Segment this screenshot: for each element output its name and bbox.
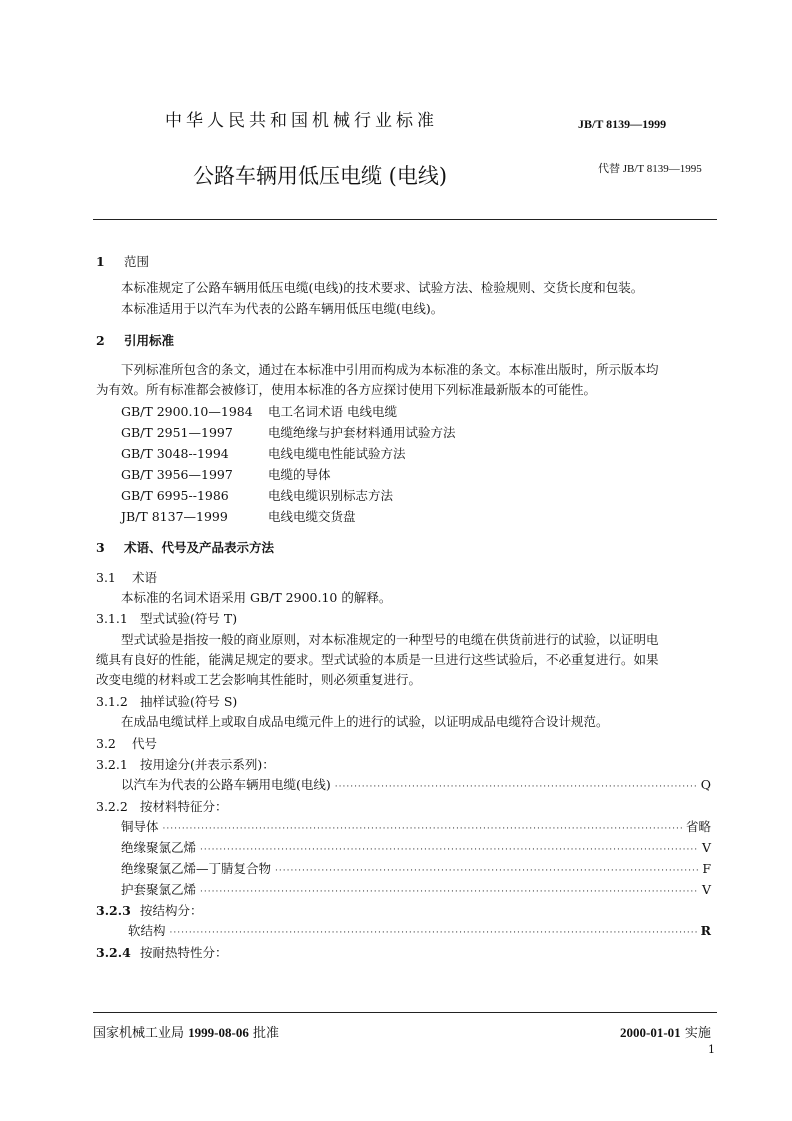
code-row-code: V (701, 840, 711, 855)
section-3-1-2-heading: 抽样试验(符号 S) (140, 694, 238, 709)
section-2-heading: 引用标准 (124, 333, 175, 348)
section-3-1-heading: 术语 (132, 570, 158, 585)
standard-category: 中华人民共和国机械行业标准 (165, 111, 438, 131)
section-2-paragraph-line-1: 下列标准所包含的条文，通过在本标准中引用而构成为本标准的条文。本标准出版时，所示版本均 (121, 362, 659, 377)
leader-dots (335, 779, 697, 795)
ref-name: 电线电缆交货盘 (268, 509, 356, 524)
section-1-paragraph-1: 本标准规定了公路车辆用低压电缆(电线)的技术要求、试验方法、检验规则、交货长度和包装。 (121, 280, 644, 295)
section-3-2-4-heading: 按耐热特性分： (140, 945, 228, 960)
ref-name: 电缆绝缘与护套材料通用试验方法 (268, 425, 456, 440)
section-2-number: 2 (96, 333, 105, 348)
section-2-paragraph-line-2: 为有效。所有标准都会被修订，使用本标准的各方应探讨使用下列标准最新版本的可能性。 (96, 382, 597, 397)
section-3-1-1-number: 3.1.1 (96, 611, 128, 626)
section-3-1-1-heading: 型式试验(符号 T) (140, 611, 238, 626)
code-row-code: R (700, 923, 711, 938)
code-row-copper-conductor (121, 819, 711, 835)
code-row-pvc-sheath (121, 882, 711, 898)
section-3-1-number: 3.1 (96, 570, 116, 585)
footer-divider (93, 1012, 717, 1013)
ref-code: JB/T 8137—1999 (121, 509, 228, 524)
section-3-1-paragraph: 本标准的名词术语采用 GB/T 2900.10 的解释。 (121, 590, 392, 605)
leader-dots (275, 863, 698, 879)
code-row-label: 软结构 (128, 923, 166, 938)
approval-date: 1999-08-06 (188, 1025, 249, 1040)
code-row-label: 绝缘聚氯乙烯—丁腈复合物 (121, 861, 272, 876)
section-3-2-heading: 代号 (132, 736, 158, 751)
ref-name: 电缆的导体 (268, 467, 331, 482)
code-row-label: 以汽车为代表的公路车辆用电缆(电线) (121, 777, 331, 792)
ref-code: GB/T 3048--1994 (121, 446, 229, 461)
ref-code: GB/T 2900.10—1984 (121, 404, 253, 419)
issuer: 国家机械工业局 (93, 1026, 185, 1041)
code-row-pvc-insulation (121, 840, 711, 856)
section-3-2-2-number: 3.2.2 (96, 799, 128, 814)
section-3-2-1-number: 3.2.1 (96, 757, 128, 772)
ref-name: 电线电缆电性能试验方法 (268, 446, 406, 461)
section-3-1-2-number: 3.1.2 (96, 694, 128, 709)
approval-line (93, 1022, 279, 1041)
ref-code: GB/T 6995--1986 (121, 488, 229, 503)
code-row-label: 铜导体 (121, 819, 159, 834)
section-3-2-3-number: 3.2.3 (96, 903, 131, 918)
leader-dots (200, 842, 698, 858)
document-title: 公路车辆用低压电缆 (电线) (193, 164, 448, 188)
section-3-2-4-number: 3.2.4 (96, 945, 131, 960)
code-row-code: V (701, 882, 711, 897)
code-row-vehicle-cable (121, 777, 711, 793)
code-row-pvc-nbr-insulation (121, 861, 711, 877)
effective-line (620, 1022, 711, 1041)
section-3-1-1-line-2: 缆具有良好的性能，能满足规定的要求。型式试验的本质是一旦进行这些试验后，不必重复进行。如果 (96, 652, 659, 667)
section-3-number: 3 (96, 540, 105, 555)
standard-code: JB/T 8139—1999 (578, 117, 667, 131)
approval-suffix: 批准 (252, 1026, 279, 1041)
replaces-note: 代替 JB/T 8139—1995 (598, 163, 702, 175)
section-3-2-2-heading: 按材料特征分： (140, 799, 228, 814)
ref-code: GB/T 2951—1997 (121, 425, 233, 440)
header-divider (93, 219, 717, 220)
code-row-code: F (702, 861, 711, 876)
code-row-flexible-structure (128, 923, 711, 939)
code-row-code: Q (700, 777, 711, 792)
effective-date: 2000-01-01 (620, 1025, 681, 1040)
section-3-heading: 术语、代号及产品表示方法 (124, 540, 275, 555)
effective-suffix: 实施 (684, 1026, 711, 1041)
section-1-number: 1 (96, 254, 105, 269)
section-3-1-1-line-3: 改变电缆的材料或工艺会影响其性能时，则必须重复进行。 (96, 672, 422, 687)
code-row-code: 省略 (685, 819, 711, 834)
ref-name: 电工名词术语 电线电缆 (268, 404, 397, 419)
ref-code: GB/T 3956—1997 (121, 467, 233, 482)
code-row-label: 绝缘聚氯乙烯 (121, 840, 197, 855)
section-3-1-2-paragraph: 在成品电缆试样上或取自成品电缆元件上的进行的试验，以证明成品电缆符合设计规范。 (121, 714, 609, 729)
section-3-2-number: 3.2 (96, 736, 116, 751)
ref-name: 电线电缆识别标志方法 (268, 488, 394, 503)
page-number: 1 (708, 1043, 715, 1056)
section-3-2-1-heading: 按用途分(并表示系列)： (140, 757, 275, 772)
leader-dots (163, 821, 682, 837)
section-3-1-1-line-1: 型式试验是指按一般的商业原则，对本标准规定的一种型号的电缆在供货前进行的试验，以证明电 (121, 632, 659, 647)
section-3-2-3-heading: 按结构分： (140, 903, 203, 918)
leader-dots (200, 884, 698, 900)
code-row-label: 护套聚氯乙烯 (121, 882, 197, 897)
section-1-heading: 范围 (124, 254, 150, 269)
section-1-paragraph-2: 本标准适用于以汽车为代表的公路车辆用低压电缆(电线)。 (121, 301, 444, 316)
leader-dots (170, 925, 697, 941)
